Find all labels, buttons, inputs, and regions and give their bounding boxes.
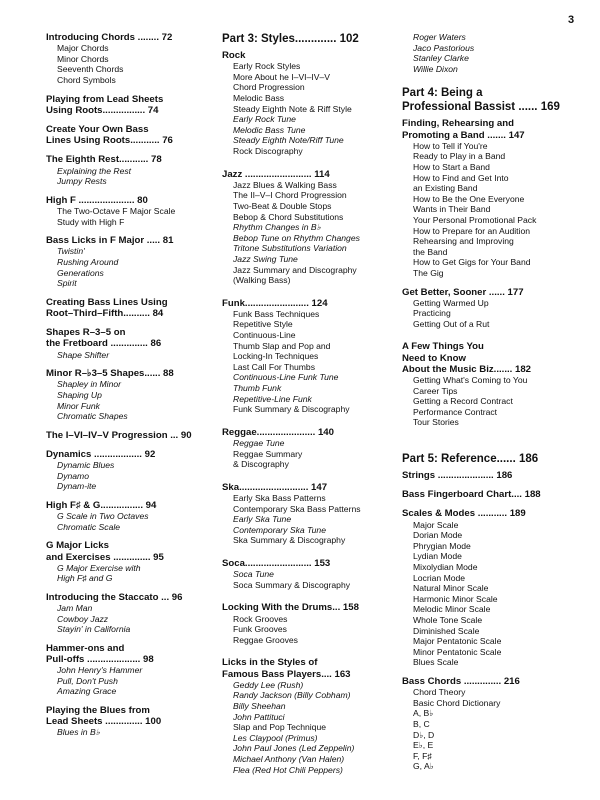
toc-entry: Getting a Record Contract (413, 396, 513, 407)
toc-entry: Tritone Substitutions Variation (233, 243, 347, 254)
toc-entry: Natural Minor Scale (413, 583, 489, 594)
toc-entry: Rehearsing and Improving (413, 236, 514, 247)
spacer (222, 157, 392, 169)
section-heading: Locking With the Drums... 158 (222, 602, 359, 614)
toc-entry: Spirit (57, 278, 77, 289)
toc-entry: John Paul Jones (Led Zeppelin) (233, 743, 355, 754)
section-heading: Need to Know (402, 352, 466, 364)
toc-entry: Study with High F (57, 216, 125, 227)
section-heading: Pull-offs .................... 98 (46, 654, 154, 666)
section-heading: Scales & Modes ........... 189 (402, 508, 526, 520)
section-heading: the Fretboard .............. 86 (46, 338, 162, 350)
toc-entry: John Pattituci (233, 711, 285, 722)
toc-entry: Locrian Mode (413, 572, 466, 583)
spacer (222, 470, 392, 482)
toc-entry: Performance Contract (413, 406, 498, 417)
toc-entry: The II–V–I Chord Progression (233, 190, 347, 201)
toc-entry: A, B♭ (413, 708, 434, 719)
toc-entry: Early Ska Bass Patterns (233, 493, 326, 504)
section-heading: Bass Licks in F Major ..... 81 (46, 235, 174, 247)
spacer (46, 116, 214, 124)
toc-entry: Tour Stories (413, 417, 459, 428)
toc-entry: Wants in Their Band (413, 204, 491, 215)
section-heading: About the Music Biz....... 182 (402, 363, 532, 375)
toc-column-3 (402, 32, 578, 772)
toc-entry: Funk Bass Techniques (233, 308, 320, 319)
toc-entry: Chromatic Shapes (57, 411, 128, 422)
toc-entry: Your Personal Promotional Pack (413, 214, 537, 225)
toc-entry: How to Find and Get Into (413, 172, 509, 183)
part-heading: Part 5: Reference...... 186 (402, 453, 539, 466)
toc-entry: Steady Eighth Note/Riff Tune (233, 135, 344, 146)
toc-entry: Major Pentatonic Scale (413, 636, 502, 647)
toc-entry: F, F♯ (413, 750, 432, 761)
toc-entry: Continuous-Line (233, 330, 296, 341)
toc-entry: Les Claypool (Primus) (233, 732, 318, 743)
toc-entry: Twistin' (57, 246, 85, 257)
section-heading: Get Better, Sooner ...... 177 (402, 286, 524, 298)
spacer (222, 546, 392, 558)
spacer (402, 668, 578, 676)
section-heading: Strings ..................... 186 (402, 470, 513, 482)
section-heading: Bass Fingerboard Chart.... 188 (402, 489, 541, 501)
spacer (46, 584, 214, 592)
toc-entry: Minor Pentatonic Scale (413, 646, 502, 657)
section-heading: Minor R–♭3–5 Shapes...... 88 (46, 368, 174, 380)
toc-entry: Repetitive Style (233, 319, 293, 330)
spacer (402, 329, 578, 341)
toc-entry: Locking-In Techniques (233, 351, 319, 362)
toc-entry: Shaping Up (57, 389, 102, 400)
toc-entry: Geddy Lee (Rush) (233, 679, 304, 690)
toc-entry: Stanley Clarke (413, 53, 469, 64)
toc-entry: B, C (413, 718, 430, 729)
section-heading: A Few Things You (402, 341, 484, 353)
toc-entry: How to Tell if You're (413, 140, 488, 151)
toc-entry: High F♯ and G (57, 573, 113, 584)
spacer (46, 227, 214, 235)
toc-entry: Thumb Slap and Pop and (233, 340, 331, 351)
toc-entry: Slap and Pop Technique (233, 722, 327, 733)
toc-entry: Rock Grooves (233, 613, 288, 624)
spacer (46, 289, 214, 297)
spacer (402, 481, 578, 489)
toc-entry: How to Start a Band (413, 161, 490, 172)
spacer (46, 86, 214, 94)
toc-entry: Dorian Mode (413, 530, 463, 541)
toc-entry: Thumb Funk (233, 383, 282, 394)
toc-entry: Pull, Don't Push (57, 675, 118, 686)
section-heading: Creating Bass Lines Using (46, 296, 168, 308)
section-heading: High F ..................... 80 (46, 194, 148, 206)
toc-entry: Whole Tone Scale (413, 615, 483, 626)
toc-entry: Harmonic Minor Scale (413, 593, 498, 604)
toc-entry: G Scale in Two Octaves (57, 511, 149, 522)
spacer (46, 532, 214, 540)
toc-entry: Melodic Minor Scale (413, 604, 491, 615)
section-heading: G Major Licks (46, 540, 109, 552)
toc-entry: Rock Discography (233, 145, 303, 156)
toc-entry: Early Rock Tune (233, 114, 296, 125)
section-heading: Funk........................ 124 (222, 297, 328, 309)
part-heading: Part 3: Styles............. 102 (222, 33, 359, 45)
section-heading: The Eighth Rest........... 78 (46, 154, 162, 166)
spacer (46, 422, 214, 430)
spacer (402, 428, 578, 440)
toc-entry: Minor Funk (57, 400, 100, 411)
toc-entry: Cowboy Jazz (57, 613, 109, 624)
toc-entry: Early Rock Styles (233, 61, 301, 72)
toc-entry: John Henry's Hammer (57, 665, 143, 676)
toc-entry: Chord Theory (413, 687, 466, 698)
spacer (46, 697, 214, 705)
spacer (46, 635, 214, 643)
toc-entry: Repetitive-Line Funk (233, 393, 312, 404)
toc-entry: E♭, E (413, 740, 434, 751)
toc-entry: Funk Grooves (233, 624, 287, 635)
spacer (402, 74, 578, 86)
spacer (222, 590, 392, 602)
section-heading: Dynamics .................. 92 (46, 448, 156, 460)
toc-entry: Rushing Around (57, 256, 119, 267)
toc-entry: Dynam-ite (57, 481, 97, 492)
toc-entry: Soca Summary & Discography (233, 579, 351, 590)
section-heading: and Exercises .............. 95 (46, 551, 164, 563)
toc-entry: Roger Waters (413, 32, 466, 42)
toc-entry: The Gig (413, 267, 444, 278)
toc-entry: Getting Warmed Up (413, 297, 489, 308)
part-heading: Professional Bassist ...... 169 (402, 101, 560, 114)
toc-entry: Two-Beat & Double Stops (233, 200, 332, 211)
toc-entry: Stayin' in California (57, 624, 131, 635)
toc-entry: Phrygian Mode (413, 540, 471, 551)
toc-entry: Bebop Tune on Rhythm Changes (233, 232, 360, 243)
section-heading: Reggae...................... 140 (222, 426, 334, 438)
toc-column-2 (222, 32, 392, 775)
spacer (46, 187, 214, 195)
toc-entry: Blues Scale (413, 657, 459, 668)
toc-entry: Explaining the Rest (57, 165, 132, 176)
toc-entry: Funk Summary & Discography (233, 404, 350, 415)
toc-entry: Jazz Swing Tune (233, 253, 298, 264)
section-heading: The I–VI–IV–V Progression ... 90 (46, 429, 192, 441)
section-heading: Playing the Blues from (46, 705, 150, 717)
toc-entry: Shape Shifter (57, 349, 110, 360)
page-number: 3 (568, 14, 575, 26)
section-heading: Shapes R–3–5 on (46, 327, 126, 339)
toc-entry: Continuous-Line Funk Tune (233, 372, 339, 383)
section-heading: Root–Third–Fifth.......... 84 (46, 307, 164, 319)
toc-entry: How to Prepare for an Audition (413, 225, 531, 236)
toc-entry: Generations (57, 267, 104, 278)
spacer (402, 440, 578, 452)
section-heading: Introducing the Staccato ... 96 (46, 591, 183, 603)
toc-entry: Jazz Blues & Walking Bass (233, 179, 337, 190)
toc-entry: Melodic Bass Tune (233, 124, 306, 135)
section-heading: Jazz ......................... 114 (222, 168, 330, 180)
section-heading: Famous Bass Players.... 163 (222, 668, 351, 680)
toc-entry: Bebop & Chord Substitutions (233, 211, 344, 222)
toc-entry: Jumpy Rests (57, 176, 107, 187)
toc-entry: G Major Exercise with (57, 562, 141, 573)
section-heading: Bass Chords .............. 216 (402, 675, 520, 687)
toc-entry: Willie Dixon (413, 63, 458, 74)
toc-entry: Flea (Red Hot Chili Peppers) (233, 764, 343, 775)
toc-entry: Practicing (413, 308, 451, 319)
toc-entry: Jazz Summary and Discography (233, 264, 357, 275)
section-heading: Create Your Own Bass (46, 123, 149, 135)
toc-entry: Diminished Scale (413, 625, 480, 636)
toc-entry: Soca Tune (233, 569, 274, 580)
spacer (46, 360, 214, 368)
section-heading: Using Roots................ 74 (46, 104, 159, 116)
toc-entry: (Walking Bass) (233, 275, 291, 286)
toc-entry: Reggae Summary (233, 448, 303, 459)
toc-entry: G, A♭ (413, 761, 434, 772)
toc-entry: Amazing Grace (57, 686, 117, 697)
toc-entry: Jam Man (57, 603, 93, 614)
section-heading: Ska.......................... 147 (222, 481, 328, 493)
spacer (402, 279, 578, 287)
toc-entry: How to Be the One Everyone (413, 193, 525, 204)
toc-entry: Career Tips (413, 385, 458, 396)
toc-entry: the Band (413, 246, 448, 257)
toc-entry: More About he I–VI–IV–V (233, 71, 330, 82)
toc-entry: Last Call For Thumbs (233, 361, 315, 372)
spacer (222, 415, 392, 427)
toc-entry: Getting What's Coming to You (413, 375, 528, 386)
spacer (46, 146, 214, 154)
section-heading: High F♯ & G................ 94 (46, 499, 157, 511)
toc-entry: Randy Jackson (Billy Cobham) (233, 690, 351, 701)
toc-entry: Dynamic Blues (57, 460, 115, 471)
toc-entry: Getting Out of a Rut (413, 318, 490, 329)
toc-entry: Reggae Tune (233, 438, 285, 449)
toc-entry: Ready to Play in a Band (413, 151, 506, 162)
section-heading: Lead Sheets .............. 100 (46, 716, 162, 728)
toc-entry: an Existing Band (413, 183, 478, 194)
spacer (222, 645, 392, 657)
toc-entry: Major Chords (57, 43, 109, 54)
toc-entry: Shapley in Minor (57, 379, 122, 390)
toc-entry: How to Get Gigs for Your Band (413, 257, 531, 268)
toc-entry: Early Ska Tune (233, 514, 292, 525)
toc-entry: Billy Sheehan (233, 700, 286, 711)
toc-entry: Jaco Pastorious (413, 42, 475, 53)
section-heading: Introducing Chords ........ 72 (46, 32, 173, 43)
section-heading: Lines Using Roots........... 76 (46, 135, 173, 147)
section-heading: Hammer-ons and (46, 642, 125, 654)
toc-entry: Minor Chords (57, 53, 109, 64)
section-heading: Promoting a Band ....... 147 (402, 129, 525, 141)
section-heading: Playing from Lead Sheets (46, 93, 164, 105)
spacer (46, 319, 214, 327)
section-heading: Finding, Rehearsing and (402, 118, 514, 130)
toc-entry: Chord Symbols (57, 74, 116, 85)
toc-entry: Steady Eighth Note & Riff Style (233, 103, 352, 114)
toc-entry: Reggae Grooves (233, 634, 298, 645)
toc-entry: & Discography (233, 459, 289, 470)
toc-entry: The Two-Octave F Major Scale (57, 205, 176, 216)
toc-entry: Dynamo (57, 470, 89, 481)
spacer (402, 500, 578, 508)
toc-entry: Melodic Bass (233, 92, 285, 103)
spacer (46, 441, 214, 449)
toc-entry: Ska Summary & Discography (233, 535, 346, 546)
toc-entry: Lydian Mode (413, 551, 462, 562)
toc-entry: Seeventh Chords (57, 64, 124, 75)
spacer (46, 492, 214, 500)
toc-entry: Chromatic Scale (57, 521, 121, 532)
part-heading: Part 4: Being a (402, 87, 483, 100)
toc-entry: Basic Chord Dictionary (413, 697, 501, 708)
section-heading: Licks in the Styles of (222, 657, 318, 669)
section-heading: Soca......................... 153 (222, 557, 331, 569)
toc-entry: Mixolydian Mode (413, 562, 478, 573)
toc-entry: Major Scale (413, 519, 459, 530)
toc-entry: Rhythm Changes in B♭ (233, 222, 321, 233)
spacer (222, 286, 392, 298)
toc-entry: Chord Progression (233, 82, 305, 93)
toc-entry: Contemporary Ska Tune (233, 524, 326, 535)
toc-entry: Blues in B♭ (57, 727, 100, 738)
toc-entry: Contemporary Ska Bass Patterns (233, 503, 361, 514)
toc-column-1 (46, 32, 214, 738)
section-heading: Rock (222, 50, 246, 61)
toc-entry: D♭, D (413, 729, 435, 740)
toc-entry: Michael Anthony (Van Halen) (233, 753, 345, 764)
